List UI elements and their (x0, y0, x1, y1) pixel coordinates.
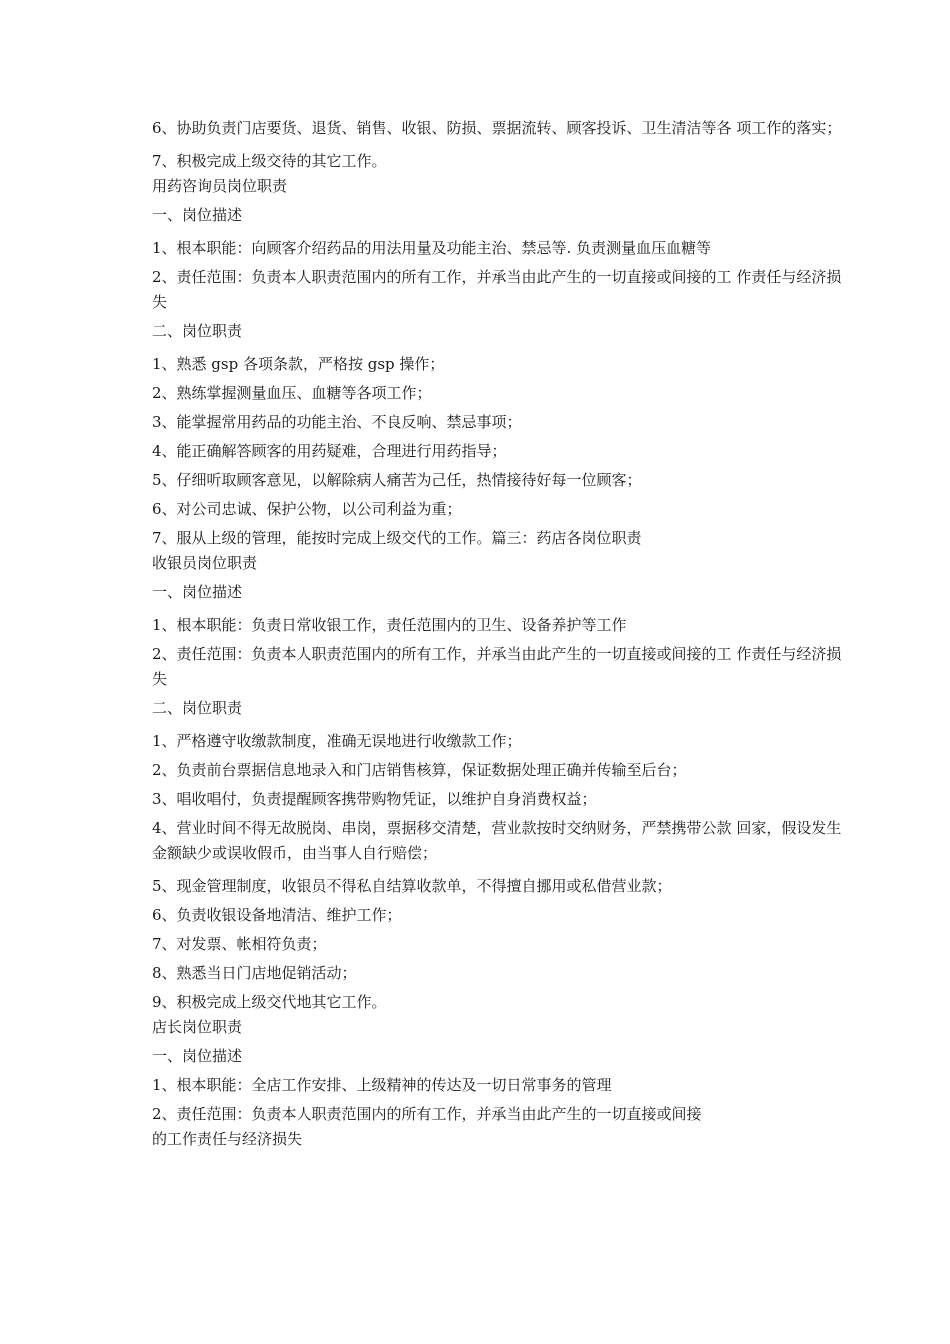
text-line: 5、现金管理制度，收银员不得私自结算收款单，不得擅自挪用或私借营业款； (152, 877, 672, 895)
subsection-heading: 二、岗位职责 (152, 699, 243, 717)
subsection-heading: 一、岗位描述 (152, 1047, 243, 1065)
subsection-heading: 一、岗位描述 (152, 206, 243, 224)
text-line: 4、能正确解答顾客的用药疑难，合理进行用药指导； (152, 442, 507, 460)
text-line: 7、积极完成上级交待的其它工作。 (152, 152, 387, 170)
text-line: 6、协助负责门店要货、退货、销售、收银、防损、票据流转、顾客投诉、卫生清洁等各 项工作的落实； (152, 119, 842, 137)
text-line: 6、负责收银设备地清洁、维护工作； (152, 906, 402, 924)
subsection-heading: 一、岗位描述 (152, 583, 243, 601)
section-title: 收银员岗位职责 (152, 554, 258, 572)
subsection-heading: 二、岗位职责 (152, 322, 243, 340)
text-line: 5、仔细听取顾客意见，以解除病人痛苦为己任，热情接待好每一位顾客； (152, 471, 642, 489)
text-line: 3、能掌握常用药品的功能主治、不良反响、禁忌事项； (152, 413, 522, 431)
text-line: 1、熟悉 gsp 各项条款，严格按 gsp 操作； (152, 355, 445, 373)
text-line: 7、服从上级的管理，能按时完成上级交代的工作。篇三：药店各岗位职责 (152, 529, 642, 547)
text-line: 3、唱收唱付，负责提醒顾客携带购物凭证，以维护自身消费权益； (152, 790, 597, 808)
text-line: 1、根本职能：全店工作安排、上级精神的传达及一切日常事务的管理 (152, 1076, 612, 1094)
text-line: 6、对公司忠诚、保护公物，以公司利益为重； (152, 500, 462, 518)
text-line: 2、责任范围：负责本人职责范围内的所有工作，并承当由此产生的一切直接或间接的工 作责任与经济损失 (152, 268, 842, 311)
text-line: 9、积极完成上级交代地其它工作。 (152, 993, 387, 1011)
text-line: 1、根本职能：负责日常收银工作，责任范围内的卫生、设备养护等工作 (152, 616, 627, 634)
text-line: 2、责任范围：负责本人职责范围内的所有工作，并承当由此产生的一切直接或间接的工 作责任与经济损失 (152, 645, 842, 688)
section-title: 用药咨询员岗位职责 (152, 177, 288, 195)
text-line: 7、对发票、帐相符负责； (152, 935, 327, 953)
text-line: 1、严格遵守收缴款制度，准确无误地进行收缴款工作； (152, 732, 522, 750)
text-line: 4、营业时间不得无故脱岗、串岗，票据移交清楚，营业款按时交纳财务，严禁携带公款 回家，假设发生金额缺少或误收假币，由当事人自行赔偿； (152, 819, 842, 862)
text-line: 1、根本职能：向顾客介绍药品的用法用量及功能主治、禁忌等. 负责测量血压血糖等 (152, 239, 712, 257)
section-title: 店长岗位职责 (152, 1018, 243, 1036)
text-line: 2、负责前台票据信息地录入和门店销售核算，保证数据处理正确并传输至后台； (152, 761, 687, 779)
document-body (152, 116, 842, 1152)
text-line: 的工作责任与经济损失 (152, 1130, 303, 1148)
text-line: 2、熟练掌握测量血压、血糖等各项工作； (152, 384, 432, 402)
text-line: 2、责任范围：负责本人职责范围内的所有工作，并承当由此产生的一切直接或间接 (152, 1105, 702, 1123)
text-line: 8、熟悉当日门店地促销活动； (152, 964, 357, 982)
